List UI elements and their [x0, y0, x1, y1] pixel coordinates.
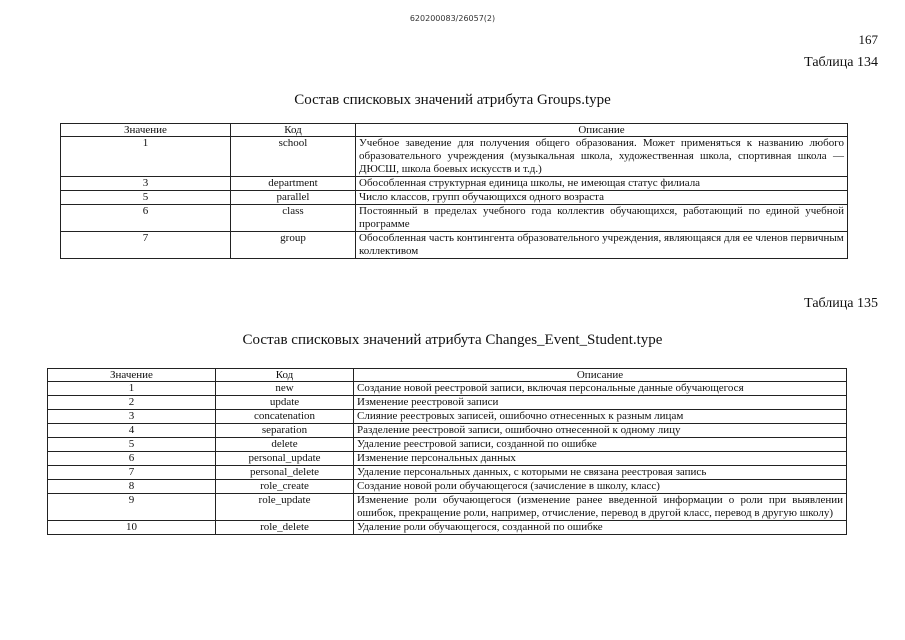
cell-description: Число классов, групп обучающихся одного возраста	[356, 191, 848, 205]
cell-value: 5	[61, 191, 231, 205]
table-134-title: Состав списковых значений атрибута Groups.type	[294, 92, 611, 108]
cell-code: school	[231, 137, 356, 177]
cell-description: Обособленная структурная единица школы, не имеющая статус филиала	[356, 177, 848, 191]
cell-code: group	[231, 232, 356, 259]
table-row	[48, 410, 847, 424]
cell-value: 1	[48, 382, 216, 396]
cell-description: Изменение персональных данных	[354, 452, 847, 466]
cell-value: 8	[48, 480, 216, 494]
table-135-title: Состав списковых значений атрибута Changes_Event_Student.type	[242, 332, 663, 348]
cell-code: department	[231, 177, 356, 191]
cell-description: Удаление персональных данных, с которыми не связана реестровая запись	[354, 466, 847, 480]
cell-description: Слияние реестровых записей, ошибочно отнесенных к разным лицам	[354, 410, 847, 424]
cell-code: update	[216, 396, 354, 410]
cell-code: personal_update	[216, 452, 354, 466]
cell-value: 3	[61, 177, 231, 191]
table-row	[48, 424, 847, 438]
page-number: 167	[858, 32, 878, 47]
cell-code: new	[216, 382, 354, 396]
table-row	[61, 232, 848, 259]
cell-description: Изменение роли обучающегося (изменение ранее введенной информации о роли при выявлении ошибок, прекращение роли, например, отчисление, перевод в другой класс, перевод в другую школу)	[354, 494, 847, 521]
cell-value: 5	[48, 438, 216, 452]
table-row	[48, 466, 847, 480]
cell-value: 9	[48, 494, 216, 521]
cell-description: Удаление роли обучающегося, созданной по ошибке	[354, 521, 847, 535]
header-code: Код	[216, 369, 354, 382]
cell-description: Учебное заведение для получения общего образования. Может применяться к названию любого образовательного учреждения (музыкальная школа, художественная школа, спортивная школа — ДЮСШ, школа боевых искусств и т.д.)	[356, 137, 848, 177]
cell-code: personal_delete	[216, 466, 354, 480]
cell-value: 2	[48, 396, 216, 410]
cell-code: separation	[216, 424, 354, 438]
table-row	[48, 494, 847, 521]
cell-code: concatenation	[216, 410, 354, 424]
cell-value: 6	[61, 205, 231, 232]
cell-value: 3	[48, 410, 216, 424]
cell-description: Создание новой роли обучающегося (зачисление в школу, класс)	[354, 480, 847, 494]
cell-code: class	[231, 205, 356, 232]
table-row	[48, 396, 847, 410]
header-value: Значение	[48, 369, 216, 382]
cell-description: Изменение реестровой записи	[354, 396, 847, 410]
table-row	[48, 382, 847, 396]
cell-description: Постоянный в пределах учебного года коллектив обучающихся, работающий по единой учебной программе	[356, 205, 848, 232]
table-135	[47, 368, 847, 535]
header-description: Описание	[354, 369, 847, 382]
table-header-row	[48, 369, 847, 382]
cell-description: Обособленная часть контингента образовательного учреждения, являющаяся для ее членов первичным коллективом	[356, 232, 848, 259]
document-id: 620200083/26057(2)	[409, 14, 496, 23]
cell-value: 6	[48, 452, 216, 466]
cell-value: 1	[61, 137, 231, 177]
cell-value: 7	[61, 232, 231, 259]
cell-code: role_delete	[216, 521, 354, 535]
cell-description: Удаление реестровой записи, созданной по ошибке	[354, 438, 847, 452]
cell-description: Создание новой реестровой записи, включая персональные данные обучающегося	[354, 382, 847, 396]
table-row	[48, 438, 847, 452]
table-135-label: Таблица 135	[804, 296, 878, 311]
header-value: Значение	[61, 124, 231, 137]
cell-value: 10	[48, 521, 216, 535]
cell-description: Разделение реестровой записи, ошибочно отнесенной к одному лицу	[354, 424, 847, 438]
header-description: Описание	[356, 124, 848, 137]
table-row	[61, 205, 848, 232]
table-header-row	[61, 124, 848, 137]
cell-code: delete	[216, 438, 354, 452]
cell-code: role_update	[216, 494, 354, 521]
table-row	[61, 177, 848, 191]
header-code: Код	[231, 124, 356, 137]
table-row	[61, 137, 848, 177]
cell-value: 7	[48, 466, 216, 480]
table-row	[48, 452, 847, 466]
table-134	[60, 123, 848, 259]
table-row	[48, 521, 847, 535]
table-row	[61, 191, 848, 205]
cell-code: role_create	[216, 480, 354, 494]
table-row	[48, 480, 847, 494]
cell-code: parallel	[231, 191, 356, 205]
cell-value: 4	[48, 424, 216, 438]
table-134-label: Таблица 134	[804, 55, 878, 70]
